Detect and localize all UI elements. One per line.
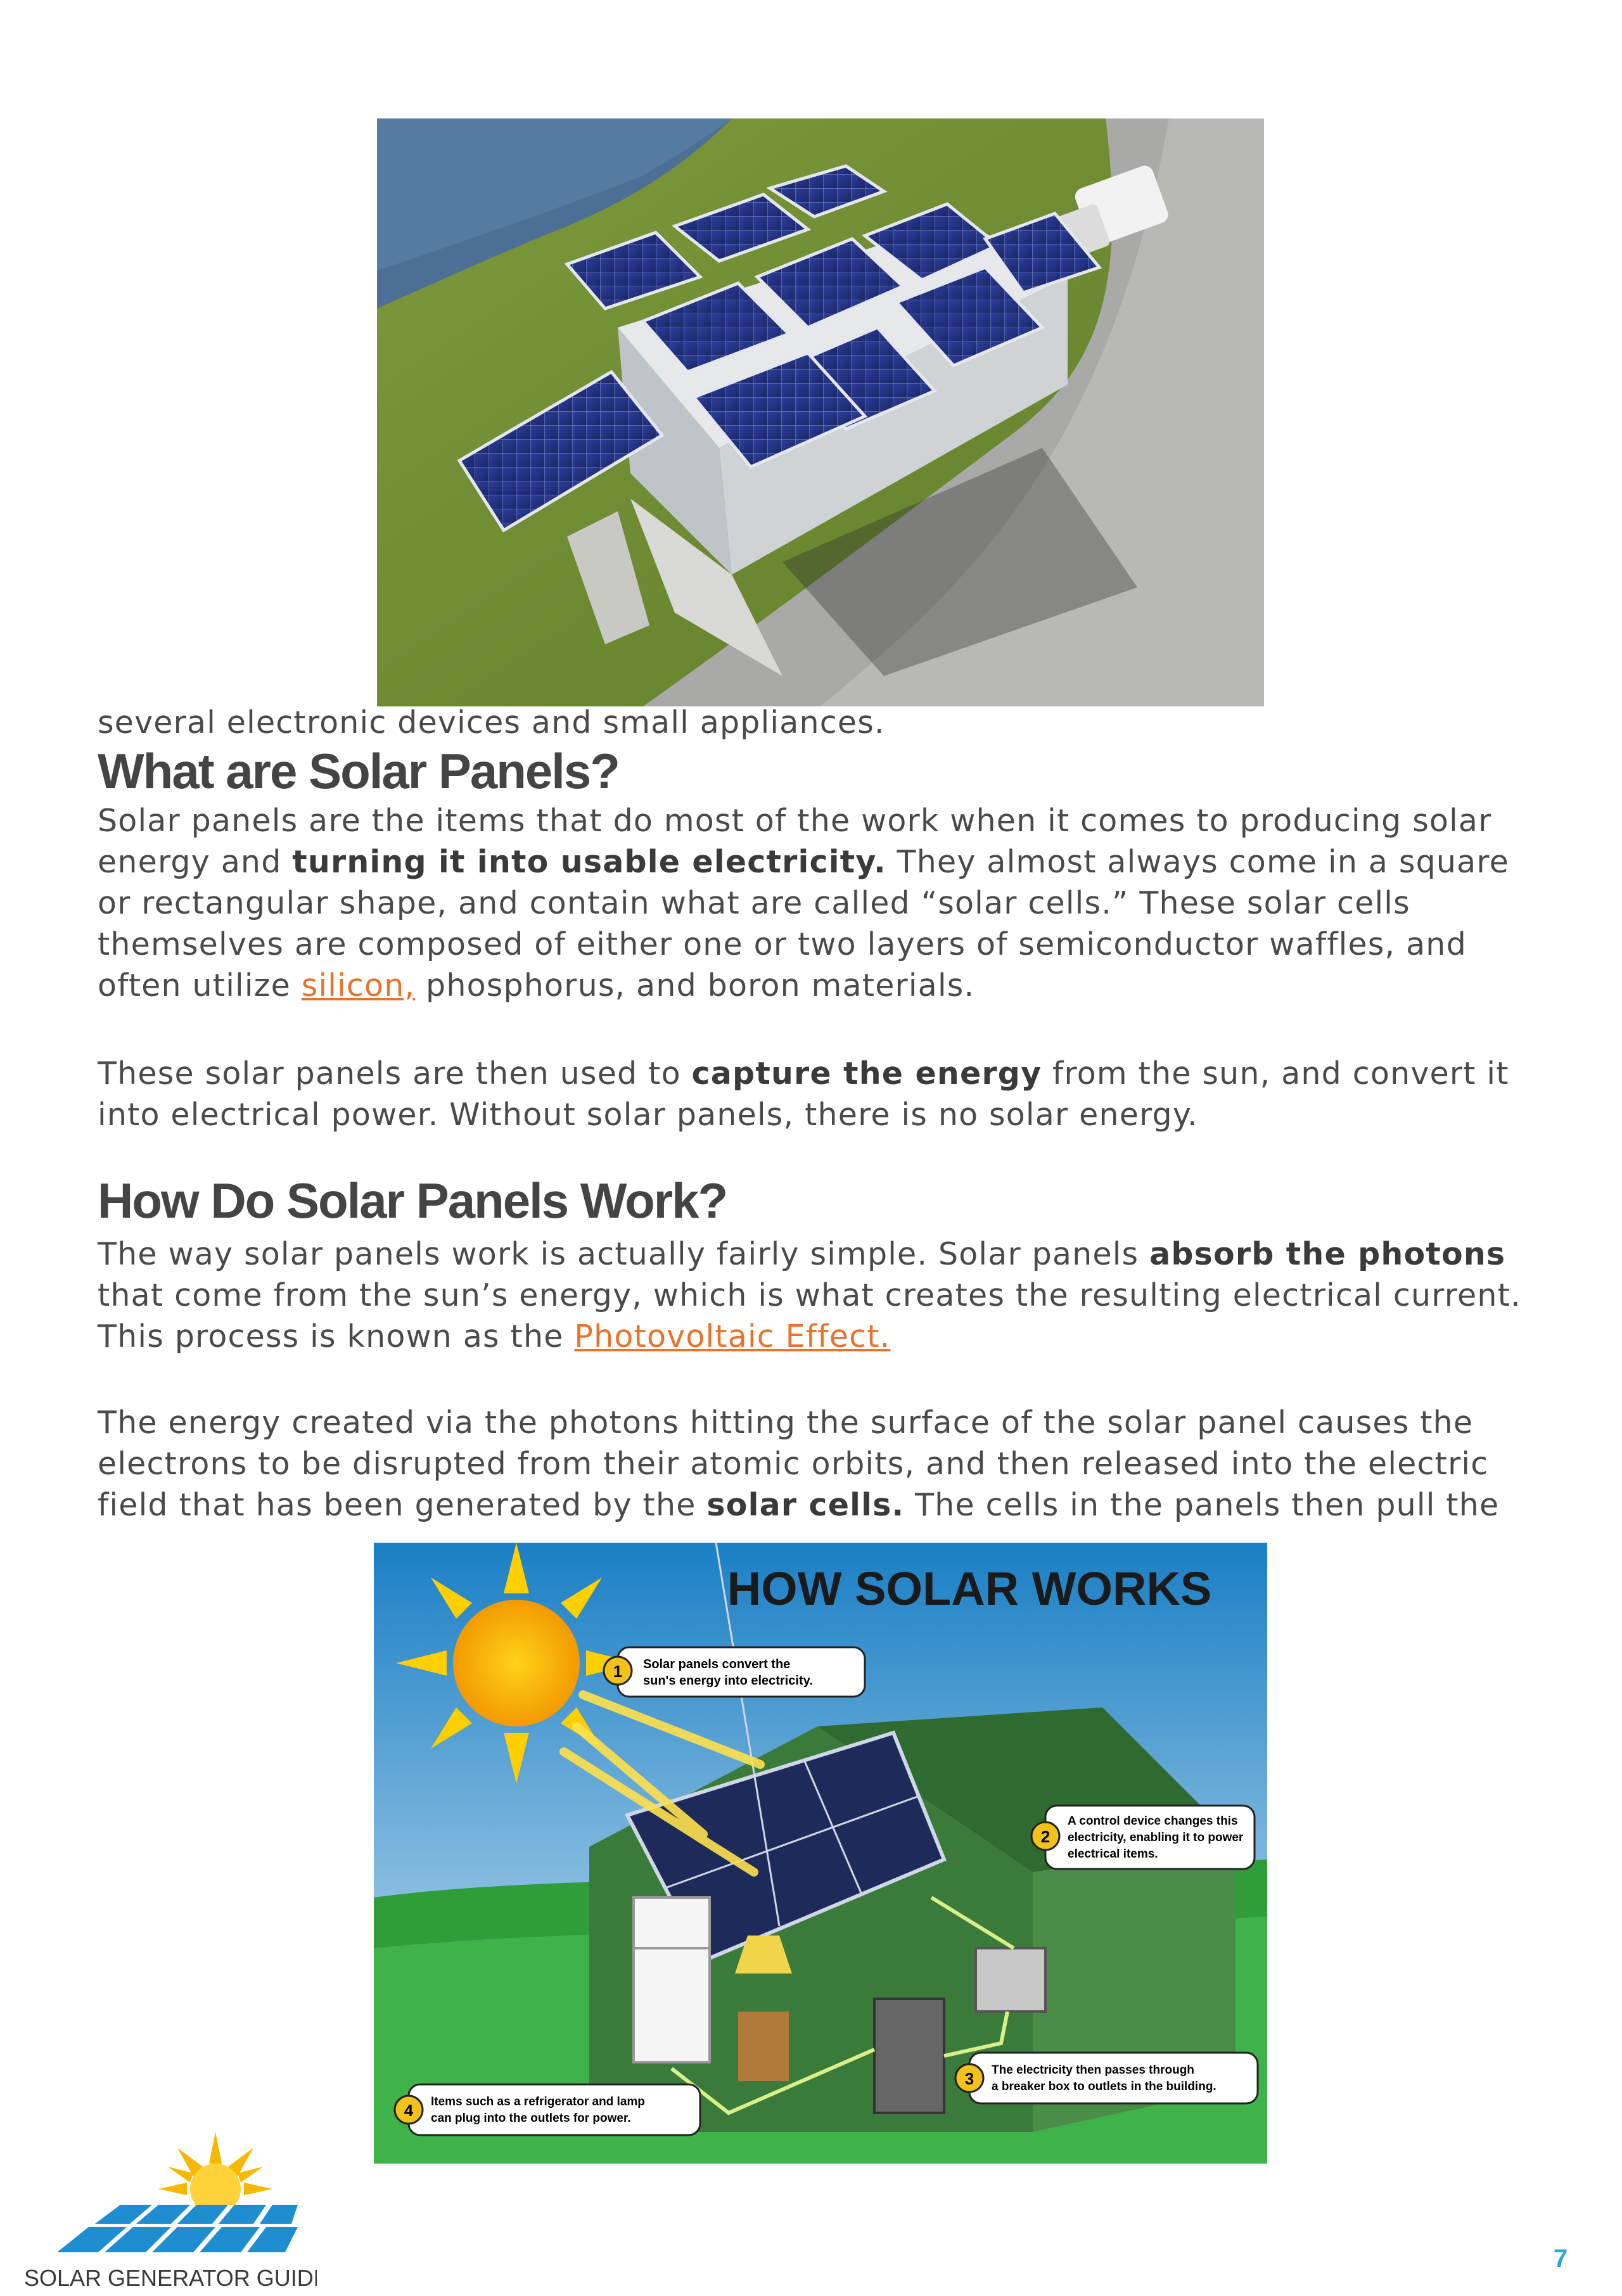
svg-text:electrical items.: electrical items.: [1068, 1847, 1158, 1861]
callout-step-2: [1031, 1806, 1255, 1869]
how-solar-works-infographic: [374, 1543, 1267, 2164]
photovoltaic-effect-link[interactable]: Photovoltaic Effect.: [574, 1318, 891, 1355]
section1-paragraph-2: These solar panels are then used to capture the energy from the sun, and convert it into electrical power. Without solar panels, there is no solar energy.: [98, 1056, 1509, 1133]
section2-paragraph-2: The energy created via the photons hitting the surface of the solar panel causes the electrons to be disrupted from their atomic orbits, and then released into the electric field that has been generated by the solar cells. The cells in the panels then pull the: [98, 1405, 1500, 1523]
logo-brand-text: SOLAR GENERATOR GUIDE: [24, 2265, 317, 2291]
svg-text:The electricity then passes th: The electricity then passes through: [992, 2063, 1194, 2077]
callout-step-4: [395, 2084, 700, 2135]
heading-how-do-solar-panels-work: How Do Solar Panels Work?: [98, 1173, 727, 1228]
callout-step-1: [604, 1647, 865, 1697]
page-number: 7: [1554, 2245, 1568, 2273]
svg-text:Items such as a refrigerator a: Items such as a refrigerator and lamp: [431, 2095, 645, 2108]
svg-text:A control device changes this: A control device changes this: [1068, 1814, 1238, 1828]
svg-text:electricity, enabling it to po: electricity, enabling it to power: [1068, 1831, 1244, 1844]
svg-text:Solar panels convert the: Solar panels convert the: [643, 1657, 791, 1671]
section2-paragraph-1: The way solar panels work is actually fairly simple. Solar panels absorb the photons that come from the sun’s energy, which is what creates the resulting electrical current. This process is known as the Photovoltaic Effect.: [98, 1236, 1521, 1355]
svg-text:a breaker box to outlets in th: a breaker box to outlets in the building.: [992, 2080, 1216, 2093]
section1-paragraph-1: Solar panels are the items that do most of the work when it comes to producing solar energy and turning it into usable electricity. They almost always come in a square or rectangular shape, and contain what are called “solar cells.” These solar cells themselves are composed of either one or two layers of semiconductor waffles, and often utilize silicon, phosphorus, and boron materials.: [98, 803, 1510, 1004]
svg-text:2: 2: [1040, 1827, 1050, 1846]
silicon-link[interactable]: silicon,: [301, 967, 416, 1004]
svg-text:1: 1: [613, 1662, 623, 1681]
svg-text:can plug into the outlets for: can plug into the outlets for power.: [431, 2112, 631, 2125]
solar-generator-guide-logo: [19, 2122, 317, 2293]
callout-step-3: [955, 2053, 1258, 2103]
solar-trailer-photo: [377, 118, 1264, 706]
svg-text:3: 3: [964, 2069, 974, 2088]
intro-tail-text: several electronic devices and small appliances.: [98, 705, 885, 741]
svg-text:4: 4: [404, 2101, 414, 2120]
house-diagram: [374, 1543, 1267, 2164]
heading-what-are-solar-panels: What are Solar Panels?: [98, 743, 619, 799]
solar-trailer-illustration: [377, 118, 1264, 706]
infographic-title: HOW SOLAR WORKS: [727, 1562, 1212, 1615]
logo-sun-panels-icon: [19, 2122, 317, 2293]
svg-text:sun's energy into electricity.: sun's energy into electricity.: [643, 1674, 813, 1688]
